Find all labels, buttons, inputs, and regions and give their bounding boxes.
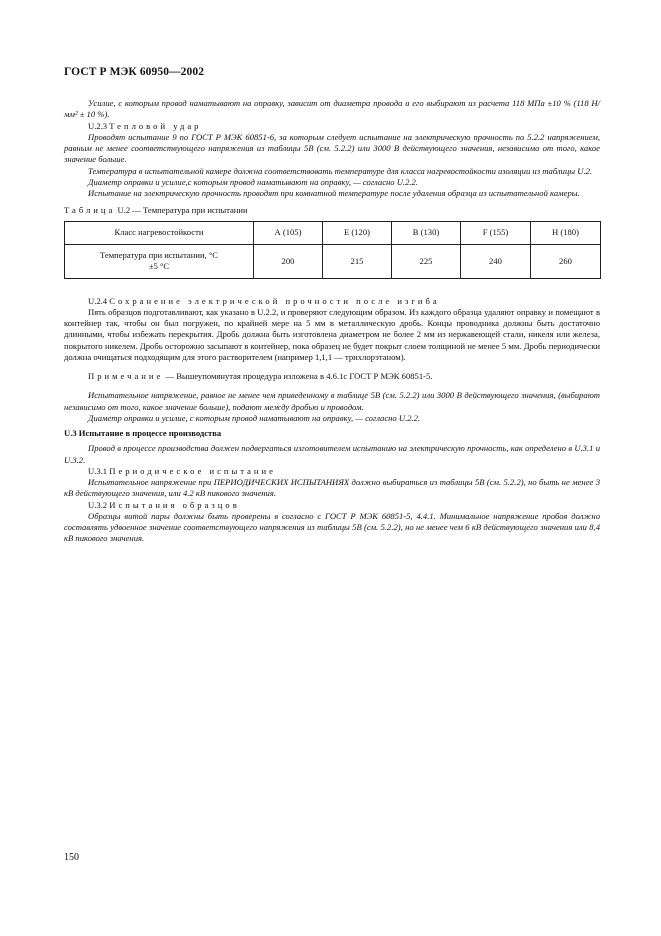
section-number: U.3.1 (88, 465, 108, 476)
section-title: Испытания образцов (109, 499, 240, 510)
table-header-cell: Н (180) (531, 221, 601, 244)
section-title: Периодическое испытание (109, 465, 276, 476)
paragraph-mandrel-2: Диаметр оправки и усилие, с которым провод наматывают на оправку, — согласно U.2.2. (88, 412, 421, 423)
document-header: ГОСТ Р МЭК 60950—2002 (64, 66, 205, 78)
spacer (64, 363, 600, 371)
table-header-cell: F (155) (461, 221, 531, 244)
section-number: U.2.4 (88, 295, 108, 306)
paragraph-chamber-temp: Температура в испытательной камере должна соответствовать температуре для класса нагревостойкости изоляции из таблицы U.2. (88, 165, 593, 176)
row-label-line: ±5 °С (148, 261, 170, 271)
page-number: 150 (64, 852, 79, 863)
table-caption-text: U.2 — Температура при испытании (117, 205, 248, 216)
paragraph-thermal-shock: Проводят испытание 9 по ГОСТ Р МЭК 60851-6, за которым следует испытание на электрическую прочность по 5.2.2 напряжением, равным не менее соответствующего напряжения из таблицы 5В (см. 5.2.2) или 3000 В действующего значения, независимо от того, какое значение больше. (64, 131, 600, 165)
section-heading-u3: U.3 Испытание в процессе производства (64, 428, 222, 438)
section-number: U.3.2 (88, 499, 108, 510)
table-cell: 215 (323, 244, 392, 278)
table-row (65, 244, 601, 278)
paragraph-periodic-test: Испытательное напряжение при ПЕРИОДИЧЕСКИХ ИСПЫТАНИЯХ должно выбираться из таблицы 5В (см. 5.2.2), но быть не менее 3 кВ действующего значения, или 4.2 кВ пикового значения. (64, 477, 600, 499)
section-title: Сохранение электрической прочности после изгиба (109, 295, 440, 306)
table-caption (64, 205, 600, 216)
row-label-line: Температура при испытании, °С (99, 250, 219, 260)
paragraph-test-voltage: Испытательное напряжение, равное не менее чем приведенному в таблице 5В (см. 5.2.2) или 3000 В действующего значения, (выбирают независимо от того, какое значение больше), подают между дробью и проводом. (64, 390, 600, 412)
section-title: Тепловой удар (109, 120, 202, 131)
table-cell: 240 (461, 244, 531, 278)
section-heading-u31 (64, 466, 600, 477)
table-header-row (65, 221, 601, 244)
table-header-cell: А (105) (254, 221, 323, 244)
paragraph-procedure: Пять образцов подготавливают, как указано в U.2.2, и проверяют следующим образом. Из каждого образца удаляют оправку и помещают в контейнер так, чтобы он был погружен, по крайней мере на 5 мм в металлическую дробь. Концы проводника должны быть достаточно длинными, чтобы избежать перекрытия. Дробь должна быть изготовлена диаметром не более 2 мм из нержавеющей стали, никеля или железа, покрытого никелем. Дробь осторожно засыпают в контейнер, пока образец не будет покрыт слоем толщиной не менее 5 мм. Дробь периодически должна очищаться подходящим для этого растворителем (например 1,1,1 — трихлорэтаном). (64, 306, 600, 362)
note (64, 371, 600, 382)
table-row-label (65, 244, 254, 278)
section-heading-u32 (64, 500, 600, 511)
spacer (64, 382, 600, 390)
table-header-cell: В (130) (392, 221, 461, 244)
paragraph-production-test: Провод в процессе производства должен подвергаться изготовителем испытанию на электрическую прочность, как определено в U.3.1 и U.3.2. (64, 443, 600, 465)
paragraph-tension: Усилие, с которым провод наматывают на оправку, зависит от диаметра провода и его выбирают из расчета 118 МПа ±10 % (118 Н/мм² ± 10 %). (64, 98, 600, 120)
table-cell: 200 (254, 244, 323, 278)
paragraph-mandrel: Диаметр оправки и усилие,с которым провод наматывают на оправку, — согласно U.2.2. (88, 176, 418, 187)
table-cell: 260 (531, 244, 601, 278)
note-word: Примечание (88, 371, 164, 381)
paragraph-electric-strength: Испытание на электрическую прочность проводят при комнатной температуре после удаления образца из испытательной камеры. (88, 188, 580, 198)
table-cell: 225 (392, 244, 461, 278)
document-body (64, 98, 600, 545)
table-header-cell: Е (120) (323, 221, 392, 244)
section-heading-u23 (64, 121, 600, 132)
temperature-table (64, 221, 601, 279)
note-text: — Вышеупомянутая процедура изложена в 4.6.1с ГОСТ Р МЭК 60851-5. (165, 371, 433, 381)
paragraph-sample-test: Образцы витой пары должны быть проверены в согласно с ГОСТ Р МЭК 60851-5, 4.4.1. Минимальное напряжение пробоя должно составлять удвоенное значение соответствующего напряжения из таблицы 5В (см. 5.2.2), но не менее чем 6 кВ действующего значения или 8,4 кВ пикового значения. (64, 510, 600, 544)
table-caption-word: Таблица (64, 205, 116, 216)
section-heading-u24 (64, 296, 600, 307)
table-header-cell: Класс нагревостойкости (65, 221, 254, 244)
section-number: U.2.3 (88, 120, 108, 131)
